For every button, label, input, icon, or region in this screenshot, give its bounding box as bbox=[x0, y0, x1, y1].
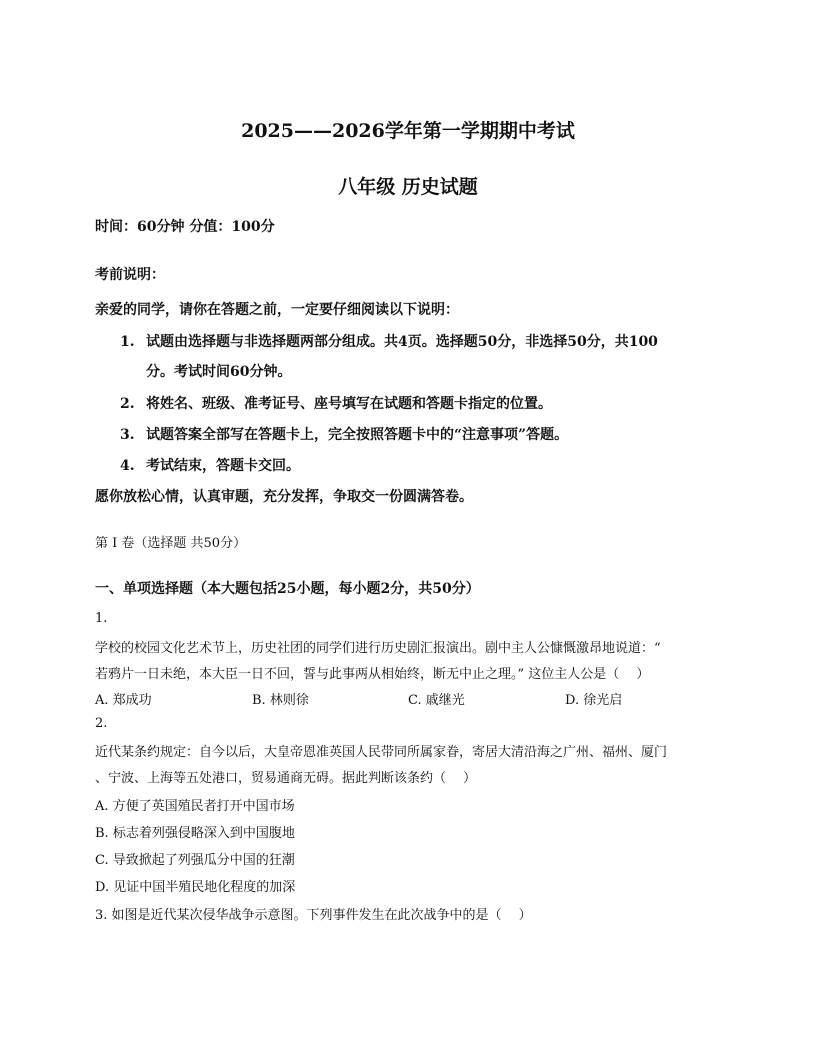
instruction-text: 考试结束，答题卡交回。 bbox=[146, 458, 300, 474]
instructions-intro: 亲爱的同学，请你在答题之前，一定要仔细阅读以下说明： bbox=[95, 302, 459, 318]
option-a: A. 郑成功 bbox=[95, 693, 152, 708]
question-text: 近代某条约规定：自今以后，大皇帝恩准英国人民带同所属家眷，寄居大清沿海之广州、福州、厦门 bbox=[95, 745, 668, 760]
question-text: 3. 如图是近代某次侵华战争示意图。下列事件发生在此次战争中的是（ ） bbox=[95, 908, 532, 923]
section-heading: 一、单项选择题（本大题包括25小题，每小题2分，共50分） bbox=[95, 581, 480, 597]
instruction-item bbox=[120, 455, 300, 475]
instruction-item bbox=[120, 331, 658, 351]
instruction-number: 4. bbox=[120, 458, 135, 474]
option-d: D. 徐光启 bbox=[565, 693, 623, 708]
question-number: 2. bbox=[95, 716, 108, 731]
question-text-continued: 若鸦片一日未绝，本大臣一日不回，誓与此事两从相始终，断无中止之理。” 这位主人公是（ ） bbox=[95, 667, 650, 682]
instruction-item bbox=[120, 424, 568, 444]
time-score: 时间：60分钟 分值：100分 bbox=[95, 219, 275, 235]
option-b: B. 林则徐 bbox=[252, 693, 309, 708]
question-text-continued: 、宁波、上海等五处港口，贸易通商无碍。据此判断该条约（ ） bbox=[95, 771, 477, 786]
option-c: C. 导致掀起了列强瓜分中国的狂潮 bbox=[95, 853, 295, 868]
option-a: A. 方便了英国殖民者打开中国市场 bbox=[95, 799, 295, 814]
instruction-text-continued: 分。考试时间60分钟。 bbox=[146, 364, 292, 380]
instructions-closing: 愿你放松心情，认真审题，充分发挥，争取交一份圆满答卷。 bbox=[95, 489, 473, 505]
instruction-number: 1. bbox=[120, 334, 135, 350]
part-title: 第 I 卷（选择题 共50分） bbox=[95, 536, 247, 551]
question-text: 学校的校园文化艺术节上，历史社团的同学们进行历史剧汇报演出。剧中主人公慷慨激昂地说道：“ bbox=[95, 641, 661, 656]
instruction-number: 3. bbox=[120, 427, 135, 443]
exam-subtitle: 八年级 历史试题 bbox=[338, 176, 478, 198]
exam-title: 2025——2026学年第一学期期中考试 bbox=[241, 120, 575, 142]
question-number: 1. bbox=[95, 611, 108, 626]
instruction-text: 将姓名、班级、准考证号、座号填写在试题和答题卡指定的位置。 bbox=[146, 396, 552, 412]
option-c: C. 戚继光 bbox=[408, 693, 465, 708]
instruction-number: 2. bbox=[120, 396, 135, 412]
option-d: D. 见证中国半殖民地化程度的加深 bbox=[95, 880, 296, 895]
instruction-text: 试题由选择题与非选择题两部分组成。共4页。选择题50分，非选择50分，共100 bbox=[146, 334, 658, 350]
instruction-item bbox=[120, 393, 552, 413]
instructions-heading: 考前说明： bbox=[95, 267, 165, 283]
option-b: B. 标志着列强侵略深入到中国腹地 bbox=[95, 826, 295, 841]
instruction-text: 试题答案全部写在答题卡上，完全按照答题卡中的“注意事项”答题。 bbox=[146, 427, 569, 443]
